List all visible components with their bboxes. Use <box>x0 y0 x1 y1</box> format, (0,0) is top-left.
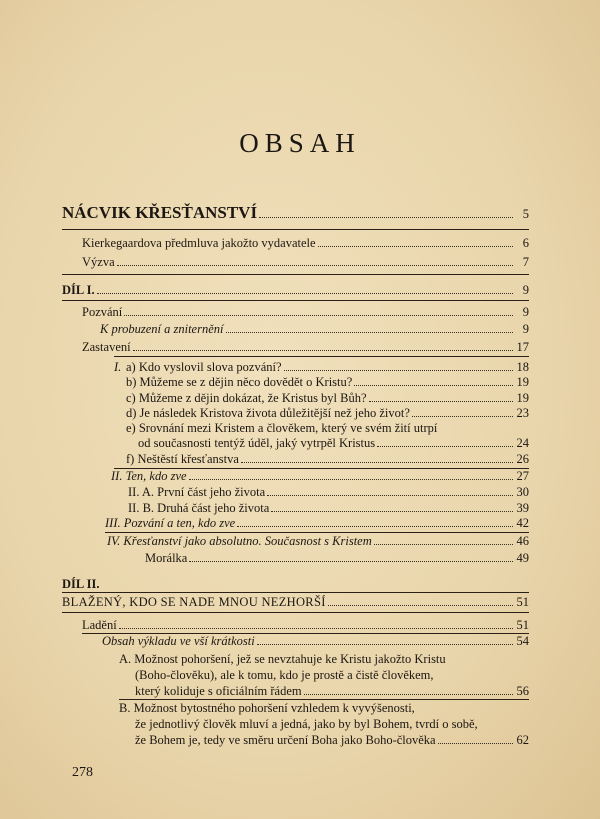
toc-entry-iv <box>107 534 529 549</box>
leader-dots <box>412 416 513 417</box>
toc-label: Výzva <box>82 255 115 269</box>
leader-dots <box>119 628 513 629</box>
toc-label: IV. Křesťanství jako absolutno. Současnost s Kristem <box>107 534 372 548</box>
toc-page: 56 <box>516 684 529 698</box>
toc-page: 9 <box>522 283 529 297</box>
toc-page: 49 <box>516 551 529 565</box>
section-divider <box>105 532 529 533</box>
section-divider <box>114 356 529 357</box>
toc-entry-vyzva <box>82 255 529 270</box>
toc-label: DÍL I. <box>62 283 95 297</box>
toc-label: II. B. Druhá část jeho života <box>128 501 270 515</box>
toc-page: 5 <box>522 207 529 221</box>
toc-page: 7 <box>522 255 529 269</box>
toc-label: II. Ten, kdo zve <box>111 469 187 483</box>
toc-part-number: I. <box>114 360 122 374</box>
toc-entry-id <box>126 406 529 421</box>
toc-label: který koliduje s oficiálním řádem <box>135 684 302 698</box>
toc-entry-b <box>135 733 529 748</box>
toc-label: Kierkegaardova předmluva jakožto vydavatele <box>82 236 316 250</box>
leader-dots <box>237 526 513 527</box>
toc-entry-ie-line: e) Srovnání mezi Kristem a člověkem, který ve svém žití utrpí <box>126 421 438 435</box>
toc-page: 39 <box>516 501 529 515</box>
toc-label: Pozvání <box>82 305 123 319</box>
toc-page: 46 <box>516 534 529 548</box>
toc-page: 54 <box>516 634 529 648</box>
toc-page: 51 <box>516 595 529 609</box>
toc-label: f) Neštěstí křesťanstva <box>126 452 239 466</box>
toc-label: Obsah výkladu ve vší krátkosti <box>102 634 255 648</box>
toc-entry-moralka <box>145 551 529 566</box>
toc-label: III. Pozvání a ten, kdo zve <box>105 516 236 530</box>
toc-entry-ii <box>111 469 529 484</box>
leader-dots <box>284 370 513 371</box>
leader-dots <box>257 644 513 645</box>
toc-label: že Bohem je, tedy ve směru určení Boha jako Boho-člověka <box>135 733 436 747</box>
leader-dots <box>271 511 513 512</box>
toc-entry-b-line: že jednotlivý člověk mluví a jedná, jako by byl Bohem, tvrdí o sobě, <box>135 717 478 731</box>
toc-page: 51 <box>516 618 529 632</box>
toc-page: 42 <box>516 516 529 530</box>
toc-entry-ladeni <box>82 618 529 633</box>
toc-entry-nacvik <box>62 205 529 222</box>
toc-entry-probuzeni <box>100 322 529 337</box>
section-divider <box>62 300 529 301</box>
toc-entry-ie <box>138 436 529 451</box>
section-divider <box>119 699 529 700</box>
toc-entry-pozvani <box>82 305 529 320</box>
toc-label: b) Můžeme se z dějin něco dovědět o Kristu? <box>126 375 353 389</box>
leader-dots <box>369 401 513 402</box>
leader-dots <box>133 350 513 351</box>
toc-entry-predmluva <box>82 236 529 251</box>
toc-label: c) Můžeme z dějin dokázat, že Kristus byl Bůh? <box>126 391 367 405</box>
toc-page: 24 <box>516 436 529 450</box>
toc-entry-dil-1 <box>62 283 529 298</box>
toc-page: 6 <box>522 236 529 250</box>
toc-entry-a-line: (Boho-člověku), ale k tomu, kdo je prostě a čistě člověkem, <box>135 668 434 682</box>
toc-label: Ladění <box>82 618 117 632</box>
toc-entry-a <box>135 684 529 699</box>
toc-label: d) Je následek Kristova života důležitější než jeho život? <box>126 406 410 420</box>
toc-page: 19 <box>516 375 529 389</box>
toc-page: 26 <box>516 452 529 466</box>
section-divider <box>62 612 529 613</box>
toc-page: 9 <box>522 322 529 336</box>
toc-page: 27 <box>516 469 529 483</box>
toc-page: 23 <box>516 406 529 420</box>
leader-dots <box>438 743 513 744</box>
toc-label: NÁCVIK KŘESŤANSTVÍ <box>62 203 258 222</box>
page-title: OBSAH <box>239 128 361 158</box>
toc-entry-a-line: A. Možnost pohoršení, jež se nevztahuje ke Kristu jakožto Kristu <box>119 652 446 666</box>
leader-dots <box>226 332 514 333</box>
toc-page: 30 <box>516 485 529 499</box>
toc-page: 19 <box>516 391 529 405</box>
toc-label: a) Kdo vyslovil slova pozvání? <box>126 360 282 374</box>
leader-dots <box>377 446 513 447</box>
toc-entry-ic <box>126 391 529 406</box>
section-divider <box>62 274 529 275</box>
toc-label: Morálka <box>145 551 188 565</box>
toc-page: 18 <box>516 360 529 374</box>
page-number: 278 <box>72 765 93 780</box>
section-divider <box>62 592 529 593</box>
leader-dots <box>328 605 513 606</box>
toc-label: K probuzení a zniternění <box>100 322 224 336</box>
leader-dots <box>189 561 513 562</box>
toc-page: 9 <box>522 305 529 319</box>
toc-entry-ia <box>126 360 529 375</box>
leader-dots <box>267 495 513 496</box>
toc-label: II. A. První část jeho života <box>128 485 266 499</box>
leader-dots <box>117 265 513 266</box>
leader-dots <box>374 544 513 545</box>
leader-dots <box>241 462 513 463</box>
toc-page: 17 <box>516 340 529 354</box>
leader-dots <box>354 385 513 386</box>
toc-entry-iib <box>128 501 529 516</box>
toc-entry-iia <box>128 485 529 500</box>
toc-label: od současnosti tentýž úděl, jaký vytrpěl Kristus <box>138 436 376 450</box>
toc-entry-dil-2: DÍL II. <box>62 577 100 591</box>
toc-entry-if <box>126 452 529 467</box>
toc-entry-ib <box>126 375 529 390</box>
toc-entry-obsah-vykladu <box>102 634 529 649</box>
leader-dots <box>259 217 513 218</box>
toc-entry-blazeny <box>62 595 529 610</box>
toc-entry-zastaveni <box>82 340 529 355</box>
toc-entry-iii <box>105 516 529 531</box>
leader-dots <box>318 246 513 247</box>
section-divider <box>62 229 529 230</box>
leader-dots <box>189 479 513 480</box>
leader-dots <box>124 315 513 316</box>
toc-label: Zastavení <box>82 340 131 354</box>
toc-page: 62 <box>516 733 529 747</box>
leader-dots <box>97 293 513 294</box>
toc-label: BLAŽENÝ, KDO SE NADE MNOU NEZHORŠÍ <box>62 595 326 609</box>
toc-entry-b-line: B. Možnost bytostného pohoršení vzhledem k vyvýšenosti, <box>119 701 415 715</box>
leader-dots <box>304 694 513 695</box>
